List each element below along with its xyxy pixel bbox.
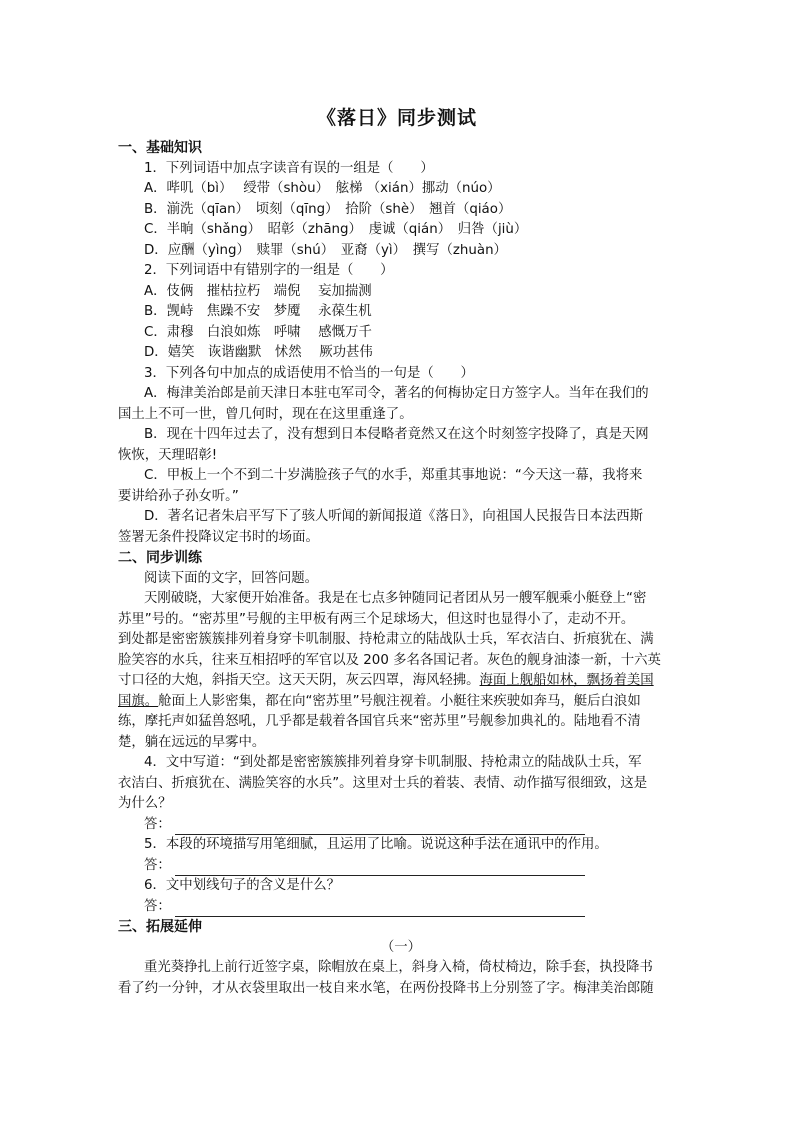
question-5: 5．本段的环境描写用笔细腻，且运用了比喻。说说这种手法在通讯中的作用。 (144, 837, 608, 852)
answer-blank[interactable] (175, 861, 585, 876)
extension-line-2: 看了约一分钟，才从衣袋里取出一枝自来水笔，在两份投降书上分别签了字。梅津美治郎随 (118, 980, 654, 996)
reading-line-7: 练，摩托声如猛兽怒吼，几乎都是载着各国官兵来“密苏里”号舰参加典礼的。陆地看不清 (118, 714, 641, 729)
reading-line-5 (118, 671, 684, 692)
question-3-option-b-line1: B．现在十四年过去了，没有想到日本侵略者竟然又在这个时刻签字投降了，真是天网 (144, 427, 649, 442)
question-3-option-a-line1: A．梅津美治郎是前天津日本驻屯军司令，著名的何梅协定日方签字人。当年在我们的 (144, 386, 649, 401)
question-1-option-d: D．应酬（yìng） 赎罪（shú） 亚裔（yì） 撰写（zhuàn） (144, 242, 507, 258)
question-3-stem: 3．下列各句中加点的成语使用不恰当的一句是（ ） (144, 365, 474, 381)
question-4-line1: 4．文中写道：“到处都是密密簇簇排列着身穿卡叽制服、持枪肃立的陆战队士兵，军 (144, 755, 642, 770)
question-1-option-c: C．半晌（shǎng） 昭彰（zhāng） 虔诚（qián） 归咎（jiù） (144, 222, 528, 237)
reading-line-6 (118, 692, 684, 713)
question-2-stem: 2．下列词语中有错别字的一组是（ ） (144, 263, 394, 278)
question-1-stem: 1．下列词语中加点字读音有误的一组是（ ） (144, 160, 434, 176)
question-3-option-c-line2: 要讲给孙子孙女听。” (118, 488, 239, 504)
question-3-option-b-line2: 恢恢，天理昭彰! (118, 447, 218, 463)
question-2-option-b: B．觊峙 焦躁不安 梦魇 永葆生机 (144, 304, 372, 319)
underlined-sentence-part-1: 海面上舰船如林，飘扬着美国 (479, 673, 654, 688)
underlined-sentence-part-2: 国旗。 (118, 693, 159, 709)
question-6: 6．文中划线句子的含义是什么？ (144, 878, 340, 893)
question-3-option-d-line1: D．著名记者朱启平写下了骇人听闻的新闻报道《落日》，向祖国人民报告日本法西斯 (144, 509, 644, 524)
document-body (118, 138, 684, 999)
reading-line-8: 楚，躺在远远的早雾中。 (118, 734, 266, 750)
question-1-option-a: A．哔叽（bì） 绶带（shòu） 舷梯 （xián）挪动（núo） (144, 181, 501, 196)
question-4-line3: 为什么？ (118, 796, 172, 811)
answer-label: 答： (144, 898, 171, 914)
answer-label: 答： (144, 816, 171, 832)
reading-line-1: 天刚破晓，大家便开始准备。我是在七点多钟随同记者团从另一艘军舰乘小艇登上“密 (144, 591, 647, 606)
answer-label: 答： (144, 857, 171, 873)
reading-intro: 阅读下面的文字，回答问题。 (144, 570, 319, 586)
question-1-option-b: B．湔洗（qīan） 顷刻（qīng） 拾阶（shè） 翘首（qiáo） (144, 201, 512, 217)
question-4-line2: 衣洁白、折痕犹在、满脸笑容的水兵”。这里对士兵的着装、表情、动作描写很细致，这是 (118, 775, 648, 791)
section-heading-basic: 一、基础知识 (118, 140, 202, 156)
reading-line-2: 苏里”号的。“密苏里”号舰的主甲板有两三个足球场大，但这时也显得小了，走动不开。 (118, 611, 635, 627)
answer-line-4[interactable] (118, 815, 684, 836)
answer-line-6[interactable] (118, 897, 684, 918)
question-2-option-a: A．伎俩 摧枯拉朽 端倪 妄加揣测 (144, 283, 372, 299)
section-heading-extension: 三、拓展延伸 (118, 919, 202, 935)
extension-line-1: 重光葵挣扎上前行近签字桌，除帽放在桌上，斜身入椅，倚杖椅边，除手套，执投降书 (144, 960, 653, 975)
question-2-option-d: D．嬉笑 诙谐幽默 怵然 厥功甚伟 (144, 345, 373, 360)
reading-line-3: 到处都是密密簇簇排列着身穿卡叽制服、持枪肃立的陆战队士兵，军衣洁白、折痕犹在、满 (118, 632, 654, 647)
question-3-option-c-line1: C．甲板上一个不到二十岁满脸孩子气的水手，郑重其事地说：“今天这一幕，我将来 (144, 468, 643, 483)
reading-line-6-text: 舱面上人影密集，都在向“密苏里”号舰注视着。小艇往来疾驶如奔马，艇后白浪如 (158, 693, 641, 709)
question-3-option-d-line2: 签署无条件投降议定书时的场面。 (118, 529, 319, 545)
page-title: 《落日》同步测试 (316, 107, 477, 129)
reading-line-5-text: 寸口径的大炮，斜指天空。这天天阴，灰云四罩，海风轻拂。 (118, 673, 480, 688)
extension-subheading: （一） (380, 939, 422, 955)
question-2-option-c: C．肃穆 白浪如炼 呼啸 感慨万千 (144, 324, 372, 340)
answer-line-5[interactable] (118, 856, 684, 877)
answer-blank[interactable] (175, 820, 585, 835)
reading-line-4: 脸笑容的水兵，往来互相招呼的军官以及 200 多名各国记者。灰色的舰身油漆一新，十六英 (118, 652, 661, 668)
section-heading-practice: 二、同步训练 (118, 550, 202, 566)
question-3-option-a-line2: 国土上不可一世，曾几何时，现在在这里重逢了。 (118, 406, 413, 422)
answer-blank[interactable] (175, 902, 585, 917)
